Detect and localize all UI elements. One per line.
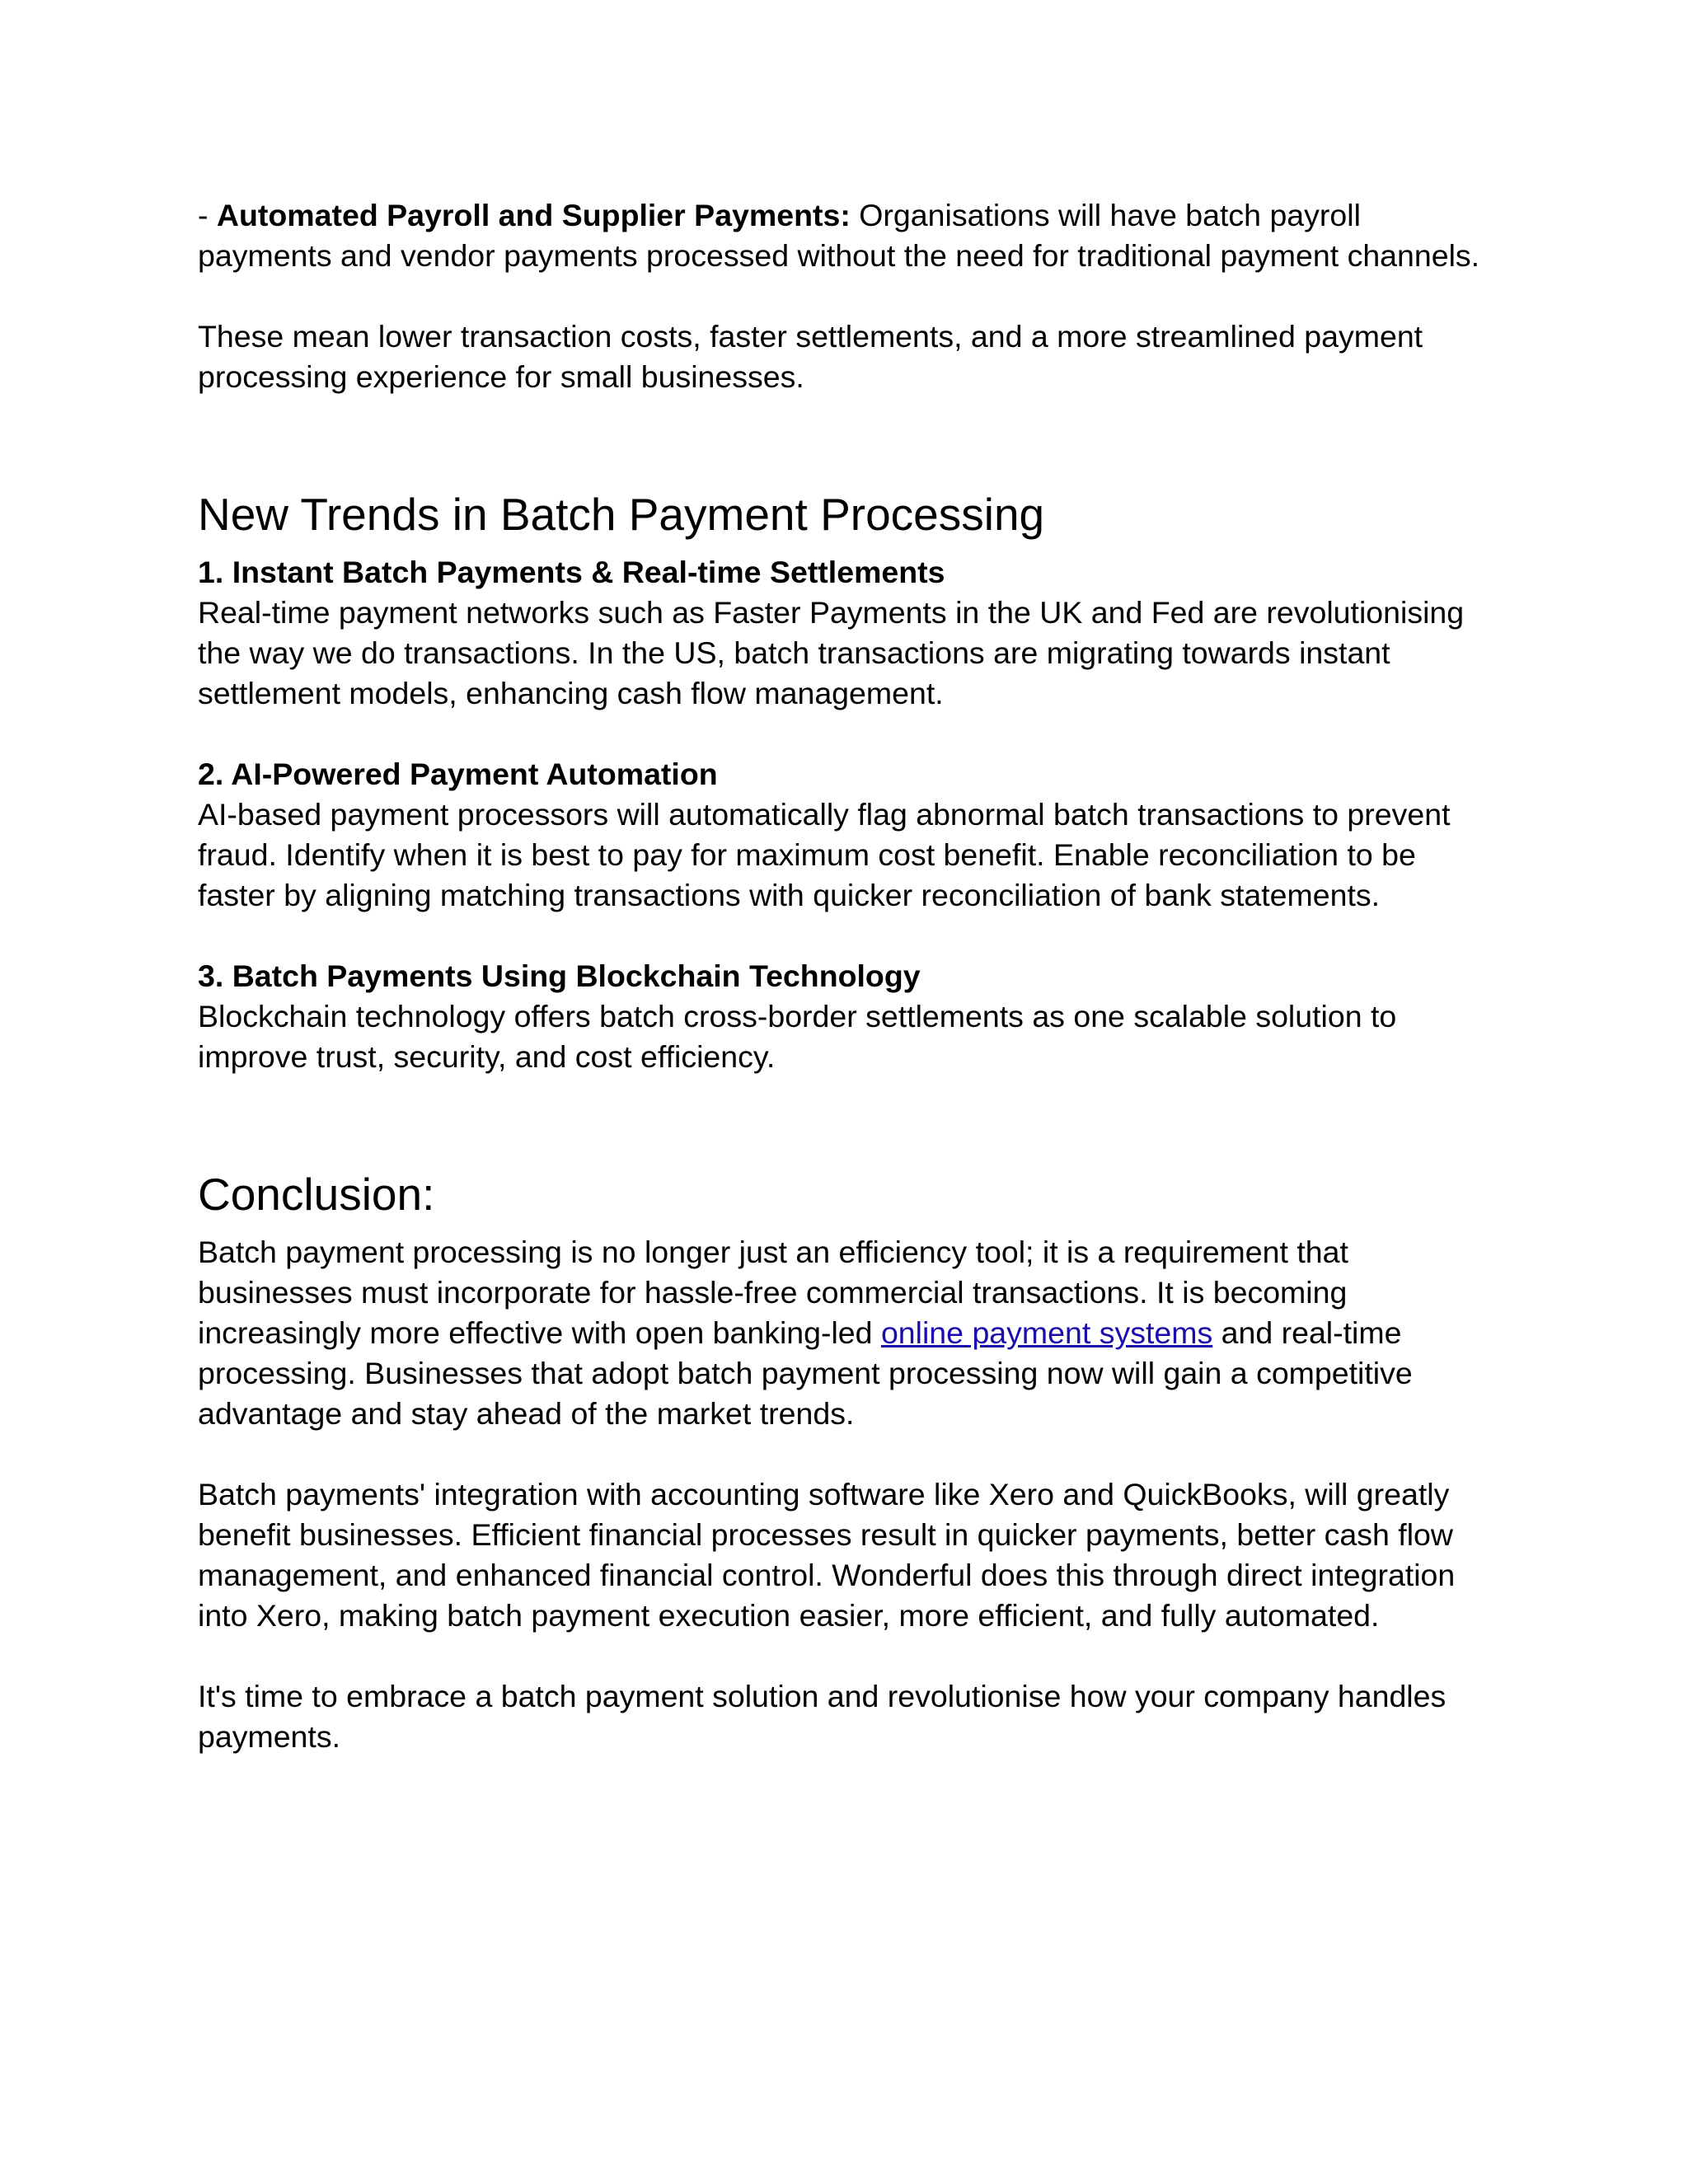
conclusion-para1-after: and real-time processing. Businesses that adopt batch payment processing now will gain a competitive advantage and stay ahead of the market trends. xyxy=(198,1315,1413,1431)
trend-1-text: Real-time payment networks such as Faster Payments in the UK and Fed are revolutionising the way we do transactions. In the US, batch transactions are migrating towards instant settlement models, enhancing cash flow management. xyxy=(198,595,1465,710)
bullet-text: Organisations will have batch payroll payments and vendor payments processed without the need for traditional payment channels. xyxy=(198,198,1480,273)
conclusion-para1-before: Batch payment processing is no longer just an efficiency tool; it is a requirement that businesses must incorporate for hassle-free commercial transactions. It is becoming increasingly more effective with open banking-led xyxy=(198,1235,1348,1350)
trend-3-text: Blockchain technology offers batch cross-border settlements as one scalable solution to improve trust, security, and cost efficiency. xyxy=(198,999,1397,1074)
intro-bullet xyxy=(198,195,1500,276)
conclusion-paragraph-3: It's time to embrace a batch payment solution and revolutionise how your company handles payments. xyxy=(198,1679,1447,1754)
document-content xyxy=(198,195,1500,1757)
intro-summary: These mean lower transaction costs, faster settlements, and a more streamlined payment processing experience for small businesses. xyxy=(198,319,1423,394)
trends-heading: New Trends in Batch Payment Processing xyxy=(198,489,1045,540)
conclusion-heading: Conclusion: xyxy=(198,1169,435,1220)
conclusion-paragraph-2: Batch payments' integration with accounting software like Xero and QuickBooks, will greatly benefit businesses. Efficient financial processes result in quicker payments, better cash flow management, and enhanced financial control. Wonderful does this through direct integration into Xero, making batch payment execution easier, more efficient, and fully automated. xyxy=(198,1477,1456,1633)
trend-1-title: 1. Instant Batch Payments & Real-time Settlements xyxy=(198,555,945,589)
bullet-title: Automated Payroll and Supplier Payments: xyxy=(216,198,851,232)
trend-2-text: AI-based payment processors will automatically flag abnormal batch transactions to prevent fraud. Identify when it is best to pay for maximum cost benefit. Enable reconciliation to be faster by aligning matching transactions with quicker reconciliation of bank statements. xyxy=(198,797,1451,912)
online-payment-systems-link[interactable]: online payment systems xyxy=(880,1315,1213,1350)
bullet-prefix: - xyxy=(198,198,217,232)
trend-3-title: 3. Batch Payments Using Blockchain Technology xyxy=(198,958,921,993)
conclusion-paragraph-1 xyxy=(198,1232,1500,1434)
trend-2-title: 2. AI-Powered Payment Automation xyxy=(198,757,718,791)
